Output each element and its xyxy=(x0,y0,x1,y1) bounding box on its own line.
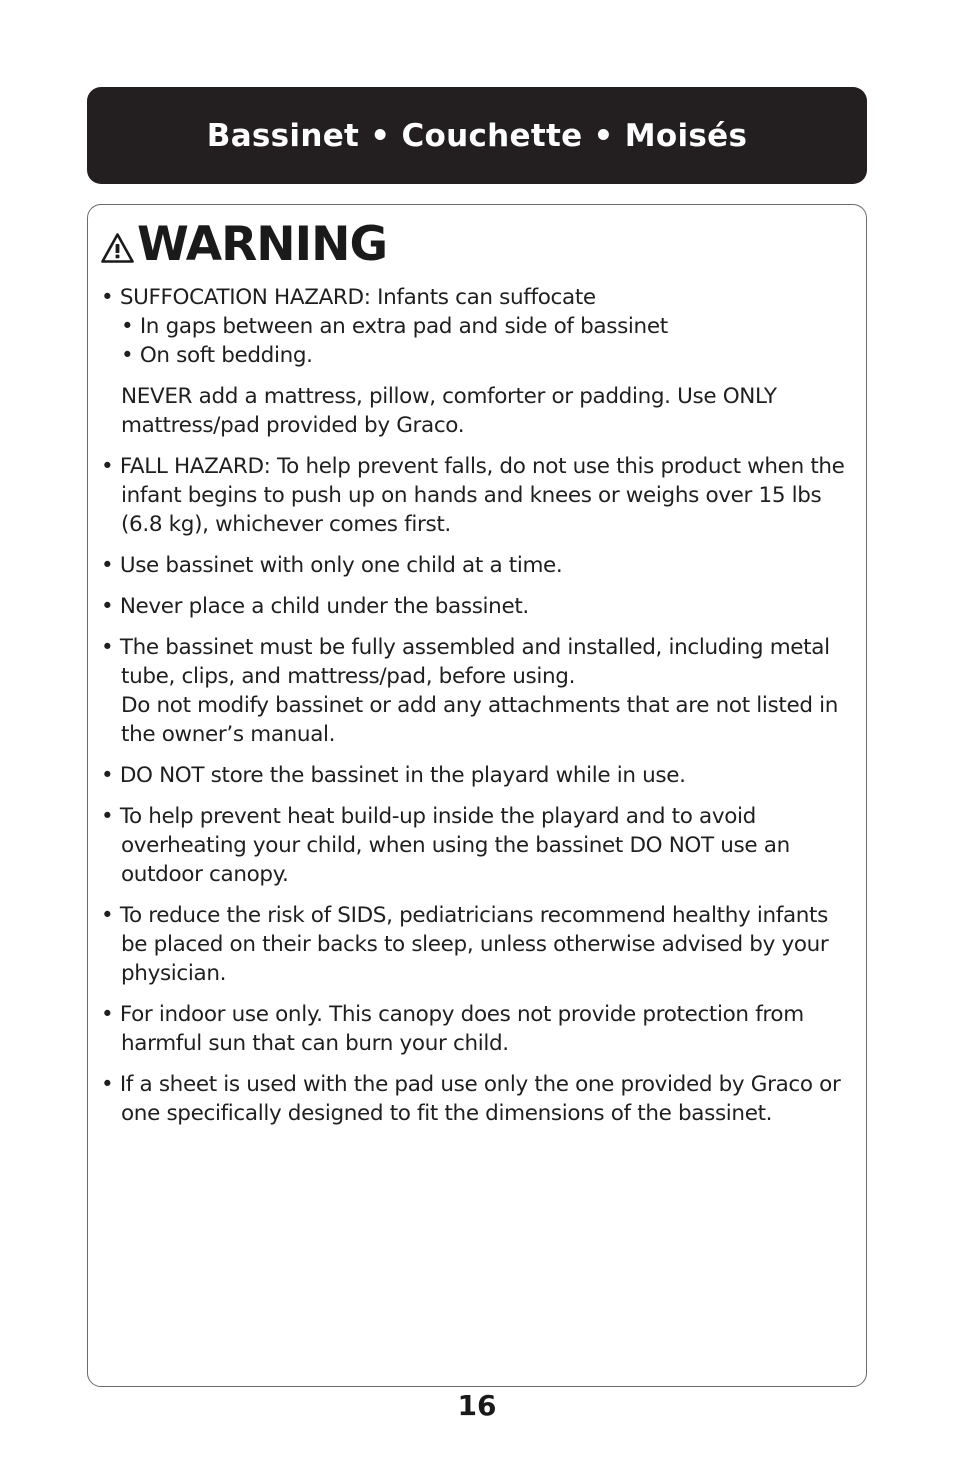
warning-item-text: • SUFFOCATION HAZARD: Infants can suffocate xyxy=(101,285,596,310)
warning-item-indoor xyxy=(99,1000,859,1058)
warning-heading xyxy=(101,217,388,272)
warning-subitem: • On soft bedding. xyxy=(121,343,313,368)
warning-title: WARNING xyxy=(137,217,388,272)
warning-item-text: • Use bassinet with only one child at a time. xyxy=(101,553,563,578)
section-header xyxy=(87,87,867,184)
warning-item-sheet xyxy=(99,1070,859,1128)
warning-item-text: • To reduce the risk of SIDS, pediatricians recommend healthy infants be placed on their backs to sleep, unless otherwise advised by your physician. xyxy=(101,903,829,986)
warning-item-text: • For indoor use only. This canopy does not provide protection from harmful sun that can burn your child. xyxy=(101,1002,804,1056)
warning-list xyxy=(99,283,859,1140)
warning-subitem: • In gaps between an extra pad and side of bassinet xyxy=(121,314,668,339)
warning-triangle-icon xyxy=(101,233,134,263)
warning-item-text: • To help prevent heat build-up inside the playard and to avoid overheating your child, when using the bassinet DO NOT use an outdoor canopy. xyxy=(101,804,790,887)
section-title: Bassinet • Couchette • Moisés xyxy=(206,117,748,154)
warning-item-never-under xyxy=(99,592,859,621)
warning-item-text: • If a sheet is used with the pad use only the one provided by Graco or one specifically designed to fit the dimensions of the bassinet. xyxy=(101,1072,841,1126)
warning-item-text: • Never place a child under the bassinet. xyxy=(101,594,529,619)
page-number: 16 xyxy=(457,1389,497,1422)
warning-item-sids xyxy=(99,901,859,988)
warning-item-storage xyxy=(99,761,859,790)
warning-item-heat xyxy=(99,802,859,889)
warning-item-one-child xyxy=(99,551,859,580)
warning-item-note: NEVER add a mattress, pillow, comforter or padding. Use ONLY mattress/pad provided by Graco. xyxy=(121,384,777,438)
warning-item-suffocation xyxy=(99,283,859,440)
warning-box xyxy=(87,204,867,1387)
warning-item-text: • FALL HAZARD: To help prevent falls, do not use this product when the infant begins to push up on hands and knees or weighs over 15 lbs (6.8 kg), whichever comes first. xyxy=(101,454,845,537)
warning-item-text: • The bassinet must be fully assembled and installed, including metal tube, clips, and mattress/pad, before using. xyxy=(101,635,830,689)
warning-item-text: • DO NOT store the bassinet in the playard while in use. xyxy=(101,763,686,788)
warning-item-assembly xyxy=(99,633,859,749)
warning-item-fall xyxy=(99,452,859,539)
warning-item-note: Do not modify bassinet or add any attachments that are not listed in the owner’s manual. xyxy=(121,693,839,747)
